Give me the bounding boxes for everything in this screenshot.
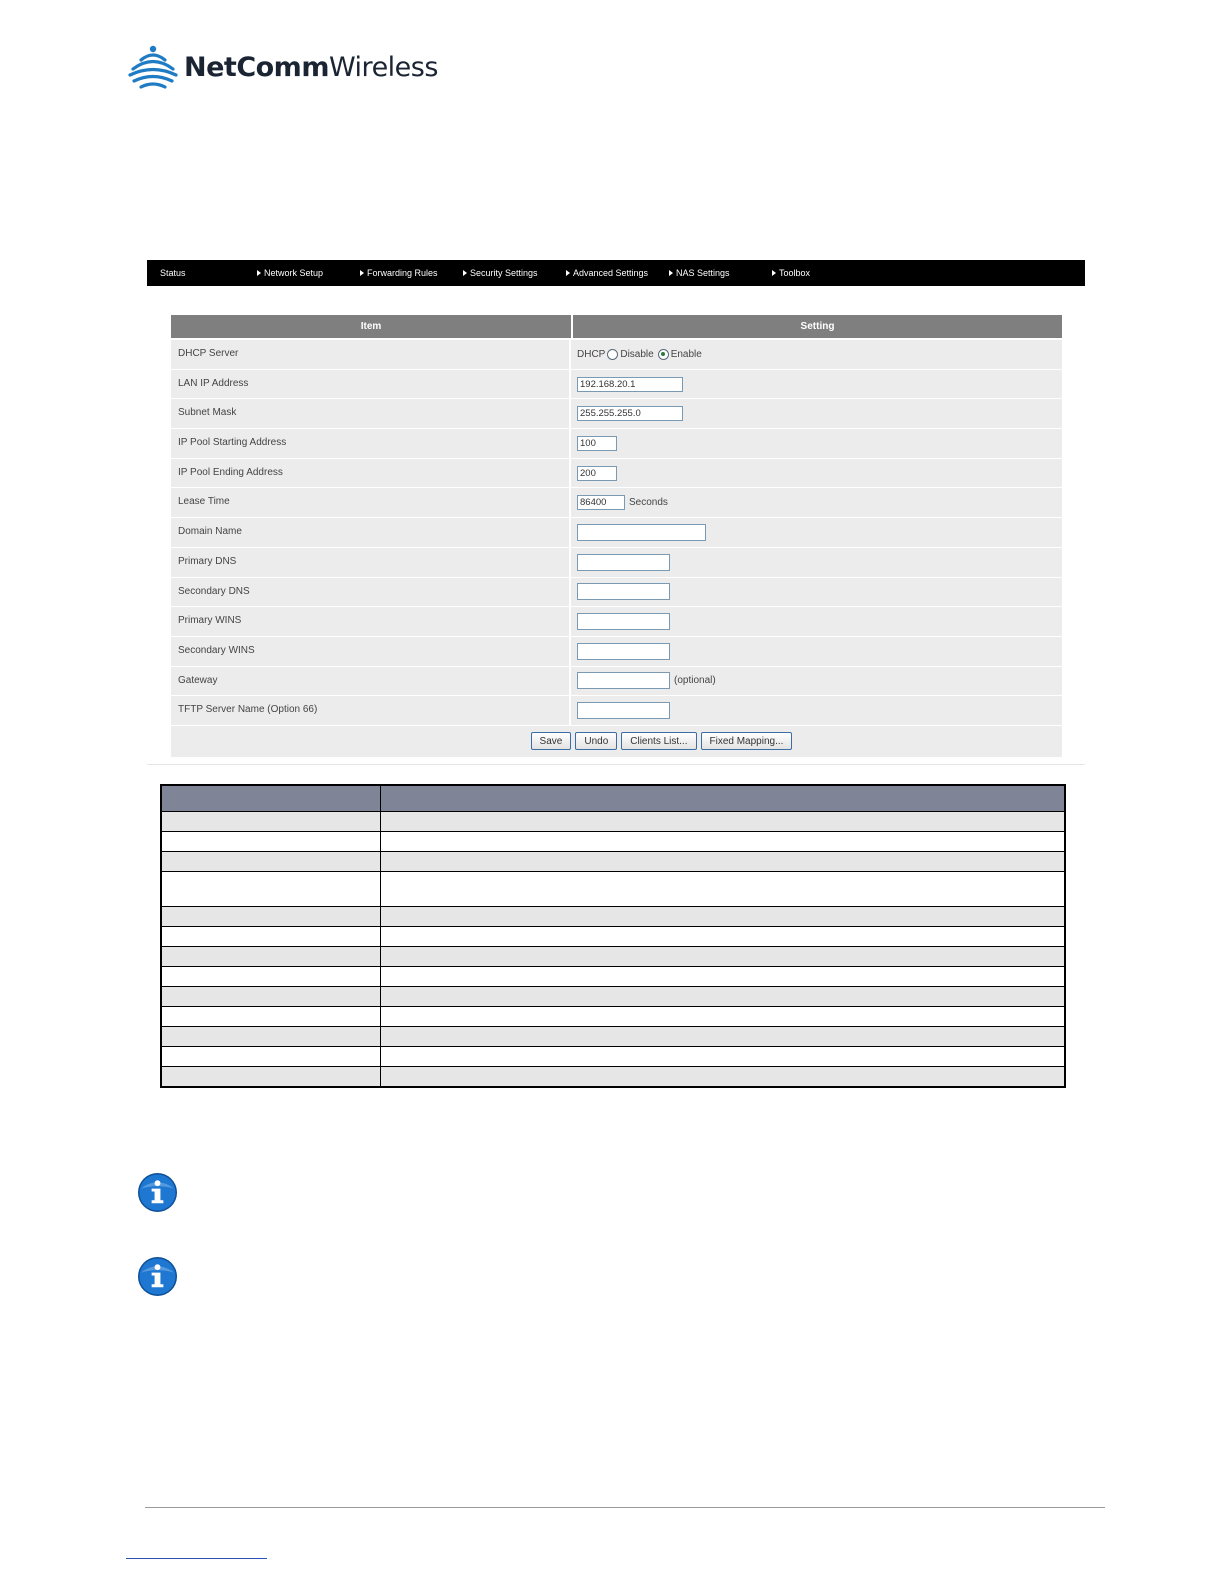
settings-header bbox=[171, 315, 1062, 339]
header-item: Item bbox=[171, 315, 571, 338]
triangle-right-icon bbox=[463, 270, 467, 276]
pool-end-setting bbox=[573, 459, 1062, 488]
main-nav bbox=[147, 260, 1085, 286]
fixed-mapping-button[interactable]: Fixed Mapping... bbox=[701, 732, 793, 750]
primary-wins-input[interactable] bbox=[577, 613, 670, 630]
table-row bbox=[162, 927, 1064, 947]
nav-status-label: Status bbox=[160, 268, 186, 278]
row-secondary-wins bbox=[171, 636, 1062, 666]
table-row bbox=[162, 967, 1064, 987]
row-lan-ip bbox=[171, 369, 1062, 399]
row-pool-start bbox=[171, 428, 1062, 458]
pool-start-label: IP Pool Starting Address bbox=[171, 429, 571, 458]
nav-nas-settings-label: NAS Settings bbox=[676, 268, 730, 278]
info-icon bbox=[137, 1256, 178, 1297]
tftp-server-setting bbox=[573, 696, 1062, 725]
secondary-wins-label: Secondary WINS bbox=[171, 637, 571, 666]
table-row bbox=[162, 1007, 1064, 1027]
dhcp-server-setting bbox=[573, 340, 1062, 369]
triangle-right-icon bbox=[772, 270, 776, 276]
triangle-right-icon bbox=[257, 270, 261, 276]
description-table bbox=[160, 784, 1066, 1088]
description-table-header bbox=[162, 786, 1064, 812]
row-secondary-dns bbox=[171, 577, 1062, 607]
nav-advanced-settings-label: Advanced Settings bbox=[573, 268, 649, 278]
lan-ip-label: LAN IP Address bbox=[171, 370, 571, 399]
nav-status[interactable] bbox=[160, 260, 186, 286]
gateway-setting bbox=[573, 667, 1062, 696]
nav-network-setup-label: Network Setup bbox=[264, 268, 324, 278]
primary-wins-setting bbox=[573, 607, 1062, 636]
nav-security-settings-label: Security Settings bbox=[470, 268, 538, 278]
gateway-label: Gateway bbox=[171, 667, 571, 696]
netcomm-logo bbox=[128, 44, 438, 90]
secondary-dns-label: Secondary DNS bbox=[171, 578, 571, 607]
row-pool-end bbox=[171, 458, 1062, 488]
primary-wins-label: Primary WINS bbox=[171, 607, 571, 636]
dhcp-enable-radio[interactable] bbox=[658, 349, 669, 360]
tftp-server-input[interactable] bbox=[577, 702, 670, 719]
section-divider bbox=[147, 764, 1085, 765]
nav-advanced-settings[interactable] bbox=[566, 260, 648, 286]
nav-toolbox-label: Toolbox bbox=[779, 268, 811, 278]
info-icon bbox=[137, 1172, 178, 1213]
header-setting: Setting bbox=[573, 315, 1062, 338]
lan-ip-setting bbox=[573, 370, 1062, 399]
primary-dns-label: Primary DNS bbox=[171, 548, 571, 577]
row-lease-time bbox=[171, 487, 1062, 517]
brand-name-light: Wireless bbox=[328, 51, 438, 83]
nav-forwarding-rules-label: Forwarding Rules bbox=[367, 268, 438, 278]
header-cell bbox=[381, 786, 1064, 811]
nav-security-settings[interactable] bbox=[463, 260, 538, 286]
domain-name-input[interactable] bbox=[577, 524, 706, 541]
secondary-wins-input[interactable] bbox=[577, 643, 670, 660]
header-cell bbox=[162, 786, 381, 811]
row-tftp-server bbox=[171, 695, 1062, 725]
table-row bbox=[162, 1067, 1064, 1086]
pool-end-label: IP Pool Ending Address bbox=[171, 459, 571, 488]
undo-button[interactable]: Undo bbox=[575, 732, 617, 750]
save-button[interactable]: Save bbox=[531, 732, 572, 750]
table-row bbox=[162, 947, 1064, 967]
table-row bbox=[162, 852, 1064, 872]
dhcp-enable-label: Enable bbox=[670, 348, 702, 360]
row-domain-name bbox=[171, 517, 1062, 547]
row-subnet-mask bbox=[171, 398, 1062, 428]
subnet-mask-input[interactable] bbox=[577, 406, 683, 421]
dhcp-disable-label: Disable bbox=[620, 348, 654, 360]
dhcp-prefix: DHCP bbox=[577, 348, 606, 360]
row-dhcp-server bbox=[171, 339, 1062, 369]
domain-name-label: Domain Name bbox=[171, 518, 571, 547]
primary-dns-input[interactable] bbox=[577, 554, 670, 571]
triangle-right-icon bbox=[669, 270, 673, 276]
footer-link-underline[interactable] bbox=[126, 1558, 267, 1559]
form-buttons bbox=[171, 725, 1062, 757]
row-primary-wins bbox=[171, 606, 1062, 636]
clients-list-button[interactable]: Clients List... bbox=[621, 732, 696, 750]
brand-name-bold: NetComm bbox=[184, 51, 329, 83]
nav-forwarding-rules[interactable] bbox=[360, 260, 438, 286]
gateway-input[interactable] bbox=[577, 672, 670, 689]
pool-start-input[interactable] bbox=[577, 436, 617, 451]
dhcp-disable-radio[interactable] bbox=[607, 349, 618, 360]
triangle-right-icon bbox=[566, 270, 570, 276]
secondary-dns-setting bbox=[573, 578, 1062, 607]
pool-start-setting bbox=[573, 429, 1062, 458]
domain-name-setting bbox=[573, 518, 1062, 547]
table-row bbox=[162, 1047, 1064, 1067]
table-row bbox=[162, 1027, 1064, 1047]
primary-dns-setting bbox=[573, 548, 1062, 577]
nav-nas-settings[interactable] bbox=[669, 260, 730, 286]
lan-ip-input[interactable] bbox=[577, 377, 683, 392]
table-row bbox=[162, 812, 1064, 832]
row-primary-dns bbox=[171, 547, 1062, 577]
tftp-server-label: TFTP Server Name (Option 66) bbox=[171, 696, 571, 725]
pool-end-input[interactable] bbox=[577, 466, 617, 481]
triangle-right-icon bbox=[360, 270, 364, 276]
secondary-wins-setting bbox=[573, 637, 1062, 666]
table-row bbox=[162, 832, 1064, 852]
footer-divider bbox=[145, 1507, 1105, 1508]
lease-time-input[interactable] bbox=[577, 495, 625, 510]
lease-time-unit: Seconds bbox=[629, 497, 668, 509]
row-gateway bbox=[171, 666, 1062, 696]
secondary-dns-input[interactable] bbox=[577, 583, 670, 600]
brand-name bbox=[184, 52, 438, 83]
nav-network-setup[interactable] bbox=[257, 260, 323, 286]
table-row bbox=[162, 907, 1064, 927]
dhcp-settings-panel bbox=[171, 315, 1062, 757]
lease-time-setting bbox=[573, 488, 1062, 517]
subnet-mask-setting bbox=[573, 399, 1062, 428]
subnet-mask-label: Subnet Mask bbox=[171, 399, 571, 428]
lease-time-label: Lease Time bbox=[171, 488, 571, 517]
table-row bbox=[162, 872, 1064, 907]
nav-toolbox[interactable] bbox=[772, 260, 810, 286]
table-row bbox=[162, 987, 1064, 1007]
dhcp-server-label: DHCP Server bbox=[171, 340, 571, 369]
wifi-logo-icon bbox=[128, 44, 178, 90]
gateway-optional-note: (optional) bbox=[674, 675, 716, 687]
